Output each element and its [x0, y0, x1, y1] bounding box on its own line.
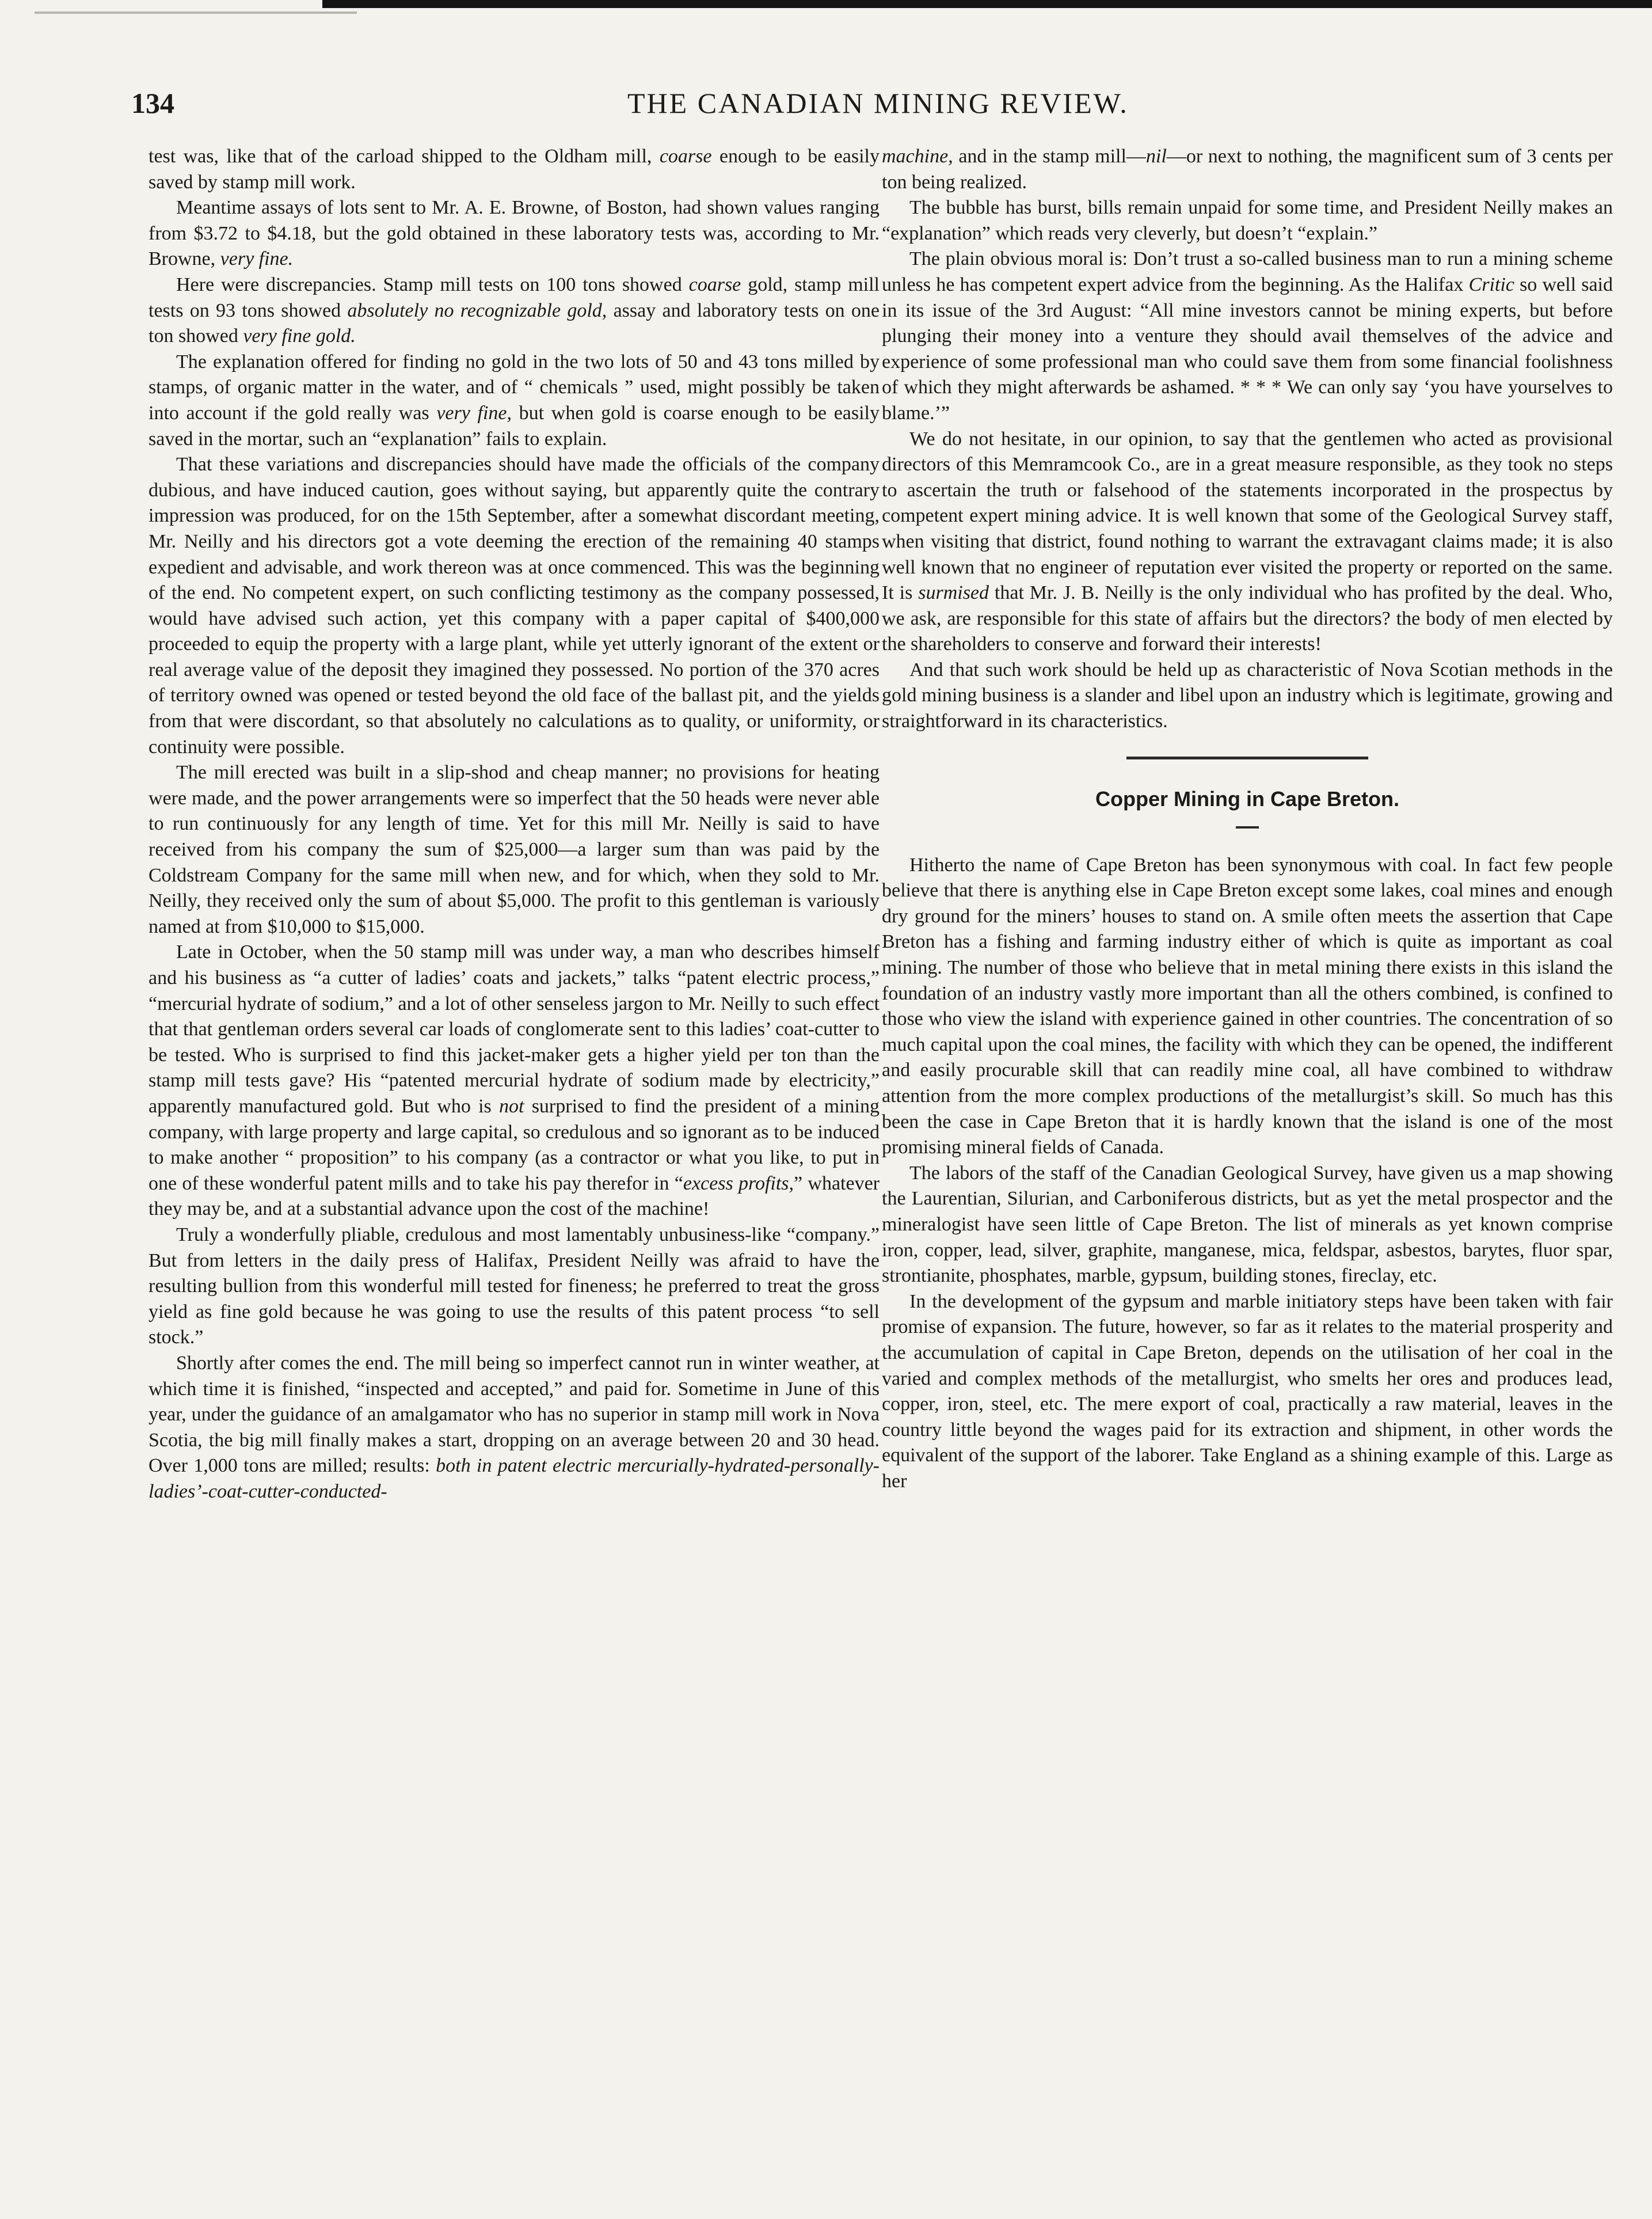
paragraph: We do not hesitate, in our opinion, to say that the gentlemen who acted as provisional directors of this Memramcook Co., are in a great measure responsible, as they took no steps to ascertain the truth or falsehood of the statements incorporated in the prospectus by competent expert mining advice. It is well known that some of the Geological Survey staff, when visiting that district, found nothing to warrant the extravagant claims made; it is also well known that no engineer of reputation ever visited the property or reported on the same. It is surmised that Mr. J. B. Neilly is the only individual who has profited by the deal. Who, we ask, are responsible for this state of affairs but the directors? the body of men elected by the shareholders to conserve and forward their interests! — [882, 428, 1613, 655]
left-column — [149, 144, 880, 1504]
paragraph: The explanation offered for finding no gold in the two lots of 50 and 43 tons milled by stamps, of organic matter in the water, and of “ chemicals ” used, might possibly be taken into account if the gold really was very fine, but when gold is coarse enough to be easily saved in the mortar, such an “explanation” fails to explain. — [149, 351, 880, 450]
paragraph: Shortly after comes the end. The mill being so imperfect cannot run in winter weather, at which time it is finished, “inspected and accepted,” and paid for. Sometime in June of this year, under the guidance of an amalgamator who has no superior in stamp mill work in Nova Scotia, the big mill finally makes a start, dropping on an average between 20 and 30 head. Over 1,000 tons are milled; results: both in patent electric mercurially-hydrated-personally-ladies’-coat-cutter-conducted- — [149, 1352, 880, 1502]
section-divider — [1126, 757, 1368, 759]
paragraph: In the development of the gypsum and marble initiatory steps have been taken with fair promise of expansion. The future, however, so far as it relates to the material prosperity and the accumulation of capital in Cape Breton, depends on the utilisation of her coal in the varied and complex methods of the metallurgist, who smelts her ores and produces lead, copper, iron, steel, etc. The mere export of coal, practically a raw material, leaves in the country little beyond the wages paid for its extraction and shipment, in other words the equivalent of the support of the laborer. Take England as a shining example of this. Large as her — [882, 1290, 1613, 1492]
paragraph: That these variations and discrepancies should have made the officials of the company dubious, and have induced caution, goes without saying, but apparently quite the contrary impression was produced, for on the 15th September, after a somewhat discordant meeting, Mr. Neilly and his directors got a vote deeming the erection of the remaining 40 stamps expedient and advisable, and work thereon was at once commenced. This was the beginning of the end. No competent expert, on such conflicting testimony as the company possessed, would have advised such action, yet this company with a paper capital of $400,000 proceeded to equip the property with a large plant, while yet utterly ignorant of the extent or real average value of the deposit they imagined they possessed. No portion of the 370 acres of territory owned was opened or tested beyond the old face of the ballast pit, and the yields from that were discordant, so that absolutely no calculations as to quality, or uniformity, or continuity were possible. — [149, 454, 880, 758]
paragraph: The plain obvious moral is: Don’t trust a so-called business man to run a mining scheme unless he has competent expert advice from the beginning. As the Halifax Critic so well said in its issue of the 3rd August: “All mine investors cannot be mining experts, but before plunging their money into a venture they should avail themselves of the advice and experience of some professional man who could save them from some financial foolishness of which they might afterwards be ashamed. * * * We can only say ‘you have yourselves to blame.’” — [882, 248, 1613, 424]
paragraph: The bubble has burst, bills remain unpaid for some time, and President Neilly makes an “explanation” which reads very cleverly, but doesn’t “explain.” — [882, 197, 1613, 244]
page-number: 134 — [131, 87, 174, 119]
paragraph: Late in October, when the 50 stamp mill was under way, a man who describes himself and his business as “a cutter of ladies’ coats and jackets,” talks “patent electric process,” “mercurial hydrate of sodium,” and a lot of other senseless jargon to Mr. Neilly to such effect that that gentleman orders several car loads of conglomerate sent to this ladies’ coat-cutter to be tested. Who is surprised to find this jacket-maker gets a higher yield per ton than the stamp mill tests gave? His “patented mercurial hydrate of sodium made by electricity,” apparently manufactured gold. But who is not surprised to find the president of a mining company, with large property and large capital, so credulous and so ignorant as to be induced to make another “ proposition” to his company (as a contractor or what you like, to put in one of these wonderful patent mills and to take his pay therefor in “excess profits,” whatever they may be, and at a substantial advance upon the cost of the machine! — [149, 941, 880, 1220]
top-border-rule — [322, 0, 1652, 8]
section-heading: Copper Mining in Cape Breton. — [1095, 786, 1399, 811]
paragraph: Hitherto the name of Cape Breton has been synonymous with coal. In fact few people believe that there is anything else in Cape Breton except some lakes, coal mines and enough dry ground for the miners’ houses to stand on. A smile often meets the assertion that Cape Breton has a fishing and farming industry either of which is quite as important as coal mining. The number of those who believe that in metal mining there exists in this island the foundation of an industry vastly more important than all the others combined, is confined to those who view the island with experience gained in other countries. The concentration of so much capital upon the coal mines, the facility with which they can be opened, the indifferent and easily procurable skill that can readily mine coal, all have combined to withdraw attention from the more complex productions of the metallurgist’s skill. So much has this been the case in Cape Breton that it is hardly known that the island is one of the most promising mineral fields of Canada. — [882, 854, 1613, 1158]
paragraph: Here were discrepancies. Stamp mill tests on 100 tons showed coarse gold, stamp mill tests on 93 tons showed absolutely no recognizable gold, assay and laboratory tests on one ton showed very fine gold. — [149, 273, 880, 347]
right-column — [882, 144, 1613, 1495]
paragraph: test was, like that of the carload shipped to the Oldham mill, coarse enough to be easily saved by stamp mill work. — [149, 146, 880, 193]
top-faint-rule — [35, 12, 357, 14]
paragraph: Meantime assays of lots sent to Mr. A. E. Browne, of Boston, had shown values ranging from $3.72 to $4.18, but the gold obtained in these laboratory tests was, according to Mr. Browne, very fine. — [149, 197, 880, 270]
paragraph: Truly a wonderfully pliable, credulous and most lamentably unbusiness-like “company.” But from letters in the daily press of Halifax, President Neilly was afraid to have the resulting bullion from this wonderful mill tested for fineness; he preferred to treat the gross yield as fine gold because he was going to use the results of this patent process “to sell stock.” — [149, 1224, 880, 1348]
paragraph: And that such work should be held up as characteristic of Nova Scotian methods in the gold mining business is a slander and libel upon an industry which is legitimate, growing and straightforward in its characteristics. — [882, 659, 1613, 732]
paragraph: The labors of the staff of the Canadian Geological Survey, have given us a map showing the Laurentian, Silurian, and Carboniferous districts, but as yet the metal prospector and the mineralogist have seen little of Cape Breton. The list of minerals as yet known comprise iron, copper, lead, silver, graphite, manganese, mica, feldspar, asbestos, barytes, fluor spar, strontianite, phosphates, marble, gypsum, building stones, fireclay, etc. — [882, 1162, 1613, 1287]
paragraph: The mill erected was built in a slip-shod and cheap manner; no provisions for heating were made, and the power arrangements were so imperfect that the 50 heads were never able to run continuously for any length of time. Yet for this mill Mr. Neilly is said to have received from his company the sum of $25,000—a larger sum than was paid by the Coldstream Company for the same mill when new, and for which, when they sold to Mr. Neilly, they received only the sum of about $5,000. The profit to this gentleman is variously named at from $10,000 to $15,000. — [149, 762, 880, 937]
running-header-title: THE CANADIAN MINING REVIEW. — [627, 87, 1129, 119]
heading-dash — [1236, 826, 1259, 829]
paragraph: machine, and in the stamp mill—nil—or next to nothing, the magnificent sum of 3 cents per ton being realized. — [882, 146, 1613, 193]
